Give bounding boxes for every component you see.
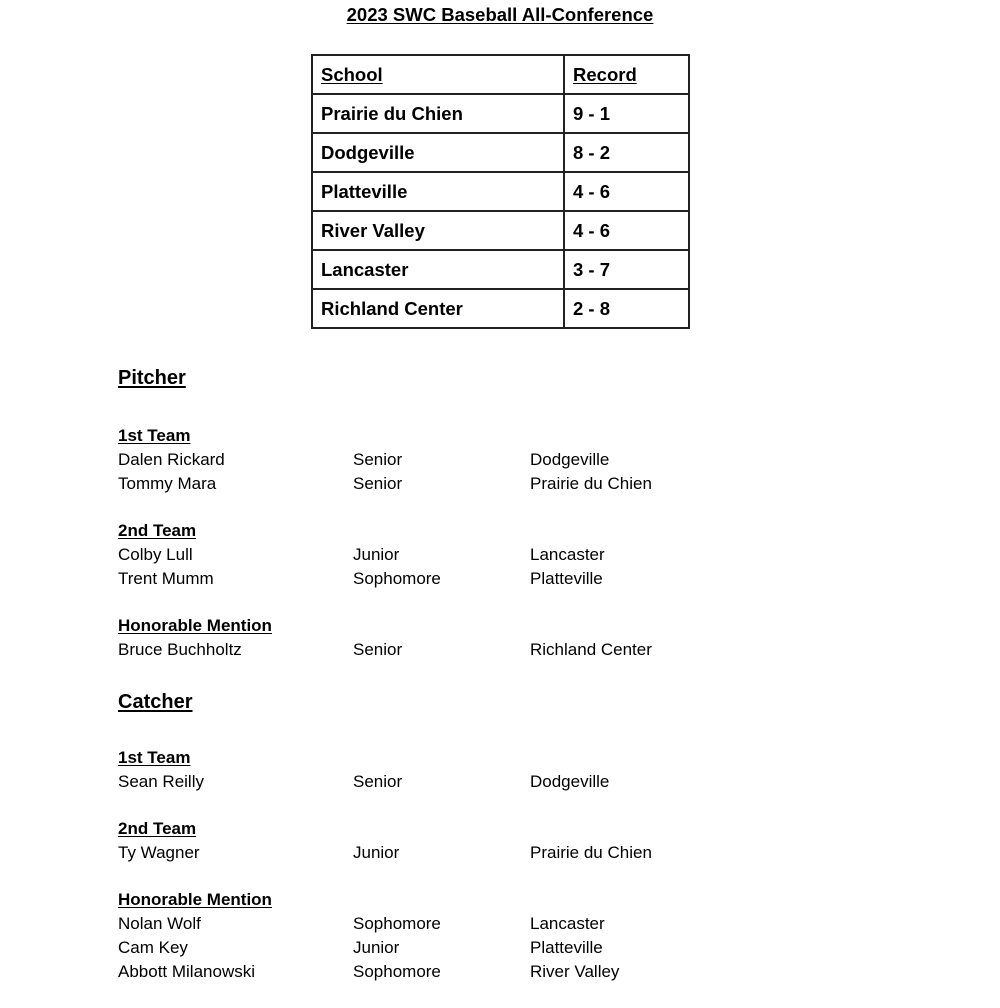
player-row	[118, 545, 818, 569]
player-year: Junior	[353, 938, 400, 957]
group-title: Honorable Mention	[118, 890, 272, 909]
standings-table	[311, 54, 690, 329]
record-cell: 2 - 8	[564, 289, 689, 328]
group-title: 1st Team	[118, 748, 191, 767]
player-name: Bruce Buchholtz	[118, 640, 242, 659]
player-year: Sophomore	[353, 962, 441, 981]
section-heading-pitcher: Pitcher	[118, 367, 186, 389]
player-row	[118, 640, 818, 664]
player-school: River Valley	[530, 962, 620, 981]
player-year: Senior	[353, 640, 403, 659]
player-row	[118, 938, 818, 962]
group-title: 2nd Team	[118, 521, 197, 540]
player-row	[118, 772, 818, 796]
player-year: Junior	[353, 843, 400, 862]
record-cell: 3 - 7	[564, 250, 689, 289]
player-school: Dodgeville	[530, 772, 610, 791]
player-year: Senior	[353, 474, 403, 493]
player-name: Tommy Mara	[118, 474, 217, 493]
school-cell: River Valley	[312, 211, 564, 250]
player-school: Dodgeville	[530, 450, 610, 469]
player-row	[118, 450, 818, 474]
group-title: 2nd Team	[118, 819, 197, 838]
school-cell: Lancaster	[312, 250, 564, 289]
standings-row	[312, 211, 689, 250]
player-name: Trent Mumm	[118, 569, 214, 588]
record-cell: 8 - 2	[564, 133, 689, 172]
header-record: Record	[564, 55, 689, 94]
player-row	[118, 569, 818, 593]
player-name: Abbott Milanowski	[118, 962, 256, 981]
record-cell: 9 - 1	[564, 94, 689, 133]
header-school: School	[312, 55, 564, 94]
player-year: Sophomore	[353, 914, 441, 933]
player-name: Dalen Rickard	[118, 450, 225, 469]
player-school: Lancaster	[530, 914, 605, 933]
record-cell: 4 - 6	[564, 211, 689, 250]
player-year: Senior	[353, 450, 403, 469]
school-cell: Platteville	[312, 172, 564, 211]
player-school: Platteville	[530, 938, 603, 957]
standings-row	[312, 172, 689, 211]
player-year: Sophomore	[353, 569, 441, 588]
player-row	[118, 962, 818, 986]
player-name: Nolan Wolf	[118, 914, 201, 933]
standings-header-row	[312, 55, 689, 94]
school-cell: Prairie du Chien	[312, 94, 564, 133]
player-school: Prairie du Chien	[530, 843, 652, 862]
player-row	[118, 843, 818, 867]
player-name: Colby Lull	[118, 545, 193, 564]
school-cell: Dodgeville	[312, 133, 564, 172]
player-year: Senior	[353, 772, 403, 791]
school-cell: Richland Center	[312, 289, 564, 328]
section-heading-catcher: Catcher	[118, 691, 193, 713]
standings-row	[312, 250, 689, 289]
document-title: 2023 SWC Baseball All-Conference	[346, 4, 654, 25]
player-school: Richland Center	[530, 640, 652, 659]
player-year: Junior	[353, 545, 400, 564]
standings-row	[312, 133, 689, 172]
player-school: Platteville	[530, 569, 603, 588]
record-cell: 4 - 6	[564, 172, 689, 211]
player-school: Lancaster	[530, 545, 605, 564]
standings-row	[312, 289, 689, 328]
player-school: Prairie du Chien	[530, 474, 652, 493]
group-title: 1st Team	[118, 426, 191, 445]
player-row	[118, 914, 818, 938]
standings-row	[312, 94, 689, 133]
player-name: Ty Wagner	[118, 843, 200, 862]
group-title: Honorable Mention	[118, 616, 272, 635]
player-name: Cam Key	[118, 938, 188, 957]
player-name: Sean Reilly	[118, 772, 204, 791]
player-row	[118, 474, 818, 498]
